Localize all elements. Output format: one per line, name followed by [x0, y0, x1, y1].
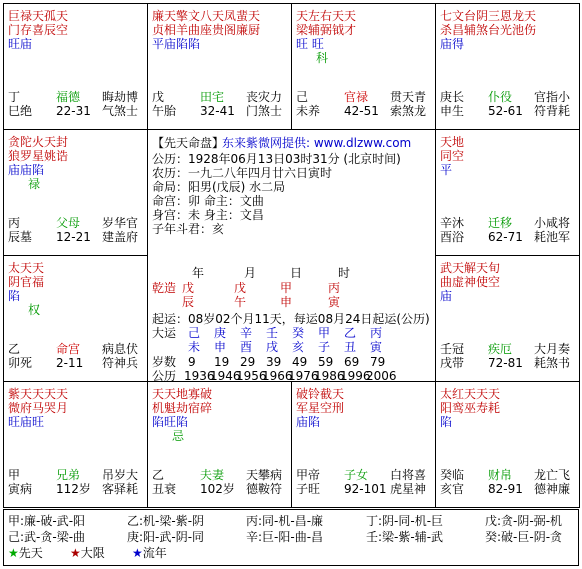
star-text: 阴官福	[8, 275, 45, 289]
age-range: 102岁	[200, 482, 235, 496]
dayun-label: 大运	[152, 326, 177, 340]
age-range: 72-81	[488, 356, 523, 370]
palace-name: 福德	[56, 90, 81, 104]
star-text: 太天天	[8, 261, 45, 275]
legend-geng: 庚:阳-武-阴-同	[127, 530, 205, 544]
palace-name: 仆役	[488, 90, 513, 104]
star-text: 忌	[172, 429, 185, 443]
legend-ren: 壬:梁-紫-辅-武	[366, 530, 444, 544]
star-text: 陷	[440, 415, 453, 429]
branch-state: 亥官	[440, 482, 465, 496]
gongli-year: 1976	[288, 369, 319, 382]
dayun-stem: 丙	[370, 326, 383, 340]
star-text: 庙庙陷	[8, 163, 45, 177]
palace-命宫	[3, 255, 148, 382]
info-line: 子年斗君：亥	[152, 222, 225, 236]
gongli-year: 1986	[314, 369, 345, 382]
chart-header: 【先天命盘】	[152, 136, 225, 150]
dayun-stem: 辛	[240, 326, 253, 340]
branch-state: 卯死	[8, 356, 33, 370]
god-stars-2: 耗池军	[534, 230, 571, 244]
site-credit: 东来紫微网提供: www.dlzww.com	[222, 136, 412, 150]
star-text: 科	[316, 51, 329, 65]
star-text: 破铃截天	[296, 387, 345, 401]
god-stars-1: 龙亡飞	[534, 468, 571, 482]
god-stars-2: 索煞龙	[390, 104, 427, 118]
god-stars-1: 贯天青	[390, 90, 427, 104]
star-text: 旺庙	[8, 37, 33, 51]
god-stars-1: 晦劫博	[102, 90, 139, 104]
star-text: 天左右天天	[296, 9, 357, 23]
star-text: 旺 旺	[296, 37, 324, 51]
god-stars-2: 虎星神	[390, 482, 427, 496]
legend-mark-liunian	[132, 546, 167, 560]
suishu-value: 49	[292, 355, 308, 369]
star-text: 天地	[440, 135, 465, 149]
god-stars-1: 病息伏	[102, 342, 139, 356]
star-text: 狼罗星姚诰	[8, 149, 69, 163]
palace-name: 田宅	[200, 90, 225, 104]
palace-name: 迁移	[488, 216, 513, 230]
info-line: 命局：阳男(戊辰) 水二局	[152, 180, 286, 194]
palace-name: 疾厄	[488, 342, 513, 356]
legend-jia: 甲:廉-破-武-阳	[8, 514, 86, 528]
god-stars-1: 吊岁大	[102, 468, 139, 482]
god-stars-1: 官指小	[534, 90, 571, 104]
palace-疾厄	[435, 255, 580, 382]
age-range: 32-41	[200, 104, 235, 118]
palace-name: 兄弟	[56, 468, 81, 482]
branch-state: 辰墓	[8, 230, 33, 244]
god-stars-1: 白将喜	[390, 468, 427, 482]
mark-label: 先天	[18, 546, 43, 560]
star-text: 阳鸾巫寿耗	[440, 401, 501, 415]
stem: 乙	[152, 468, 165, 482]
age-range: 92-101	[344, 482, 387, 496]
qianzao-label: 乾造	[152, 281, 177, 295]
palace-官禄	[291, 3, 436, 130]
dayun-stem: 癸	[292, 326, 305, 340]
god-stars-1: 大月奏	[534, 342, 571, 356]
god-stars-2: 符神兵	[102, 356, 139, 370]
age-range: 52-61	[488, 104, 523, 118]
palace-田宅	[147, 3, 292, 130]
info-line: 农历：一九二八年四月廿六日寅时	[152, 166, 333, 180]
suishu-label: 岁数	[152, 355, 177, 369]
star-text: 庙陷	[296, 415, 321, 429]
palace-name: 官禄	[344, 90, 369, 104]
god-stars-2: 德鞍符	[246, 482, 283, 496]
dayun-stem: 己	[188, 326, 201, 340]
dayun-branch: 未	[188, 340, 201, 354]
mark-label: 大限	[80, 546, 105, 560]
palace-name: 子女	[344, 468, 369, 482]
branch-state: 酉浴	[440, 230, 465, 244]
dayun-branch: 亥	[292, 340, 305, 354]
star-text: 廉天擎文八天凤蜚天	[152, 9, 261, 23]
stem: 己	[296, 90, 309, 104]
palace-迁移	[435, 129, 580, 256]
star-text: 太红天天天	[440, 387, 501, 401]
branch-state: 丑衰	[152, 482, 177, 496]
gongli-label: 公历	[152, 369, 177, 382]
bazi-stem: 甲	[280, 281, 293, 295]
stem: 丁	[8, 90, 21, 104]
branch-state: 戌带	[440, 356, 465, 370]
legend-yi: 乙:机-梁-紫-阴	[127, 514, 205, 528]
branch-state: 巳绝	[8, 104, 33, 118]
bazi-head: 时	[338, 266, 351, 280]
gongli-year: 1936	[184, 369, 215, 382]
bazi-branch: 寅	[328, 295, 341, 309]
palace-夫妻	[147, 381, 292, 508]
legend-ding: 丁:阴-同-机-巨	[366, 514, 444, 528]
star-text: 天天地寡破	[152, 387, 213, 401]
star-text: 禄	[28, 177, 41, 191]
suishu-value: 59	[318, 355, 334, 369]
god-stars-2: 门煞士	[246, 104, 283, 118]
star-text: 同空	[440, 149, 465, 163]
suishu-value: 19	[214, 355, 230, 369]
info-line: 命宫：卯 命主：文曲	[152, 194, 264, 208]
age-range: 42-51	[344, 104, 379, 118]
palace-兄弟	[3, 381, 148, 508]
bazi-branch: 辰	[182, 295, 195, 309]
palace-name: 夫妻	[200, 468, 225, 482]
info-line: 身宫：未 身主：文昌	[152, 208, 264, 222]
star-text: 武天解天旬	[440, 261, 501, 275]
info-line: 公历：1928年06月13日03时31分 (北京时间)	[152, 152, 401, 166]
legend-ji: 己:武-贪-梁-曲	[8, 530, 86, 544]
star-text: 曲虚神使空	[440, 275, 501, 289]
dayun-stem: 壬	[266, 326, 279, 340]
god-stars-2: 客驿耗	[102, 482, 139, 496]
palace-仆役	[435, 3, 580, 130]
star-text: 平庙陷陷	[152, 37, 201, 51]
age-range: 112岁	[56, 482, 91, 496]
legend-mark-xiantian	[8, 546, 43, 560]
legend-mark-daxian	[70, 546, 105, 560]
god-stars-2: 德神廉	[534, 482, 571, 496]
dayun-stem: 甲	[318, 326, 331, 340]
suishu-value: 79	[370, 355, 386, 369]
age-range: 62-71	[488, 230, 523, 244]
dayun-branch: 子	[318, 340, 331, 354]
god-stars-2: 气煞士	[102, 104, 139, 118]
stem: 壬冠	[440, 342, 465, 356]
branch-state: 未养	[296, 104, 321, 118]
star-text: 陷旺陷	[152, 415, 189, 429]
star-text: 梁辅弼钺才	[296, 23, 357, 37]
bazi-stem: 戊	[182, 281, 195, 295]
bazi-head: 年	[192, 266, 205, 280]
star-text: 庙得	[440, 37, 465, 51]
star-text: 旺庙旺	[8, 415, 45, 429]
legend-xin: 辛:巨-阳-曲-昌	[246, 530, 324, 544]
stem: 癸临	[440, 468, 465, 482]
star-text: 权	[28, 303, 41, 317]
palace-福德	[3, 3, 148, 130]
suishu-value: 69	[344, 355, 360, 369]
palace-name: 财帛	[488, 468, 513, 482]
palace-父母	[3, 129, 148, 256]
god-stars-2: 符背耗	[534, 104, 571, 118]
gongli-year: 1966	[262, 369, 293, 382]
dayun-branch: 丑	[344, 340, 357, 354]
bazi-head: 月	[244, 266, 257, 280]
branch-state: 申生	[440, 104, 465, 118]
gongli-year: 2006	[366, 369, 397, 382]
suishu-value: 39	[266, 355, 282, 369]
star-text: 紫天天天天	[8, 387, 69, 401]
god-stars-2: 耗煞书	[534, 356, 571, 370]
branch-state: 寅病	[8, 482, 33, 496]
dayun-stem: 庚	[214, 326, 227, 340]
god-stars-1: 丧灾力	[246, 90, 283, 104]
gongli-year: 1996	[340, 369, 371, 382]
palace-name: 父母	[56, 216, 81, 230]
stem: 甲	[8, 468, 21, 482]
age-range: 82-91	[488, 482, 523, 496]
star-text: 贪陀火天封	[8, 135, 69, 149]
stem: 丙	[8, 216, 21, 230]
god-stars-1: 小咸将	[534, 216, 571, 230]
gongli-year: 1946	[210, 369, 241, 382]
suishu-value: 9	[188, 355, 196, 369]
god-stars-2: 建盖府	[102, 230, 139, 244]
dayun-branch: 申	[214, 340, 227, 354]
star-text: 平	[440, 163, 453, 177]
god-stars-1: 天攀病	[246, 468, 283, 482]
branch-state: 子旺	[296, 482, 321, 496]
age-range: 22-31	[56, 104, 91, 118]
star-text: 杀昌辅煞台光池伤	[440, 23, 537, 37]
branch-state: 午胎	[152, 104, 177, 118]
star-text: 巨禄天孤天	[8, 9, 69, 23]
stem: 庚长	[440, 90, 465, 104]
star-icon: ★	[132, 546, 143, 560]
star-text: 军星空刑	[296, 401, 345, 415]
legend-gui: 癸:破-巨-阴-贪	[485, 530, 563, 544]
dayun-branch: 酉	[240, 340, 253, 354]
legend-wu: 戊:贪-阴-弼-机	[485, 514, 563, 528]
bazi-stem: 丙	[328, 281, 341, 295]
star-text: 庙	[440, 289, 453, 303]
dayun-branch: 寅	[370, 340, 383, 354]
star-icon: ★	[8, 546, 19, 560]
star-text: 微府马哭月	[8, 401, 69, 415]
star-text: 陷	[8, 289, 21, 303]
ziwei-chart	[3, 3, 579, 507]
bazi-head: 日	[290, 266, 303, 280]
bazi-branch: 申	[280, 295, 293, 309]
stem: 乙	[8, 342, 21, 356]
gongli-year: 1956	[236, 369, 267, 382]
star-text: 门存喜辰空	[8, 23, 69, 37]
bazi-branch: 午	[234, 295, 247, 309]
god-stars-1: 岁华官	[102, 216, 139, 230]
legend-bing: 丙:同-机-昌-廉	[246, 514, 324, 528]
bazi-stem: 戊	[234, 281, 247, 295]
stem: 戊	[152, 90, 165, 104]
star-text: 七文台阴三恩龙天	[440, 9, 537, 23]
palace-子女	[291, 381, 436, 508]
qiyun-line: 起运：08岁02个月11天，每运08月24日起运(公历)	[152, 312, 430, 326]
palace-name: 命宫	[56, 342, 81, 356]
dayun-branch: 戌	[266, 340, 279, 354]
suishu-value: 29	[240, 355, 256, 369]
star-text: 机魁劫宿碎	[152, 401, 213, 415]
stem: 辛沐	[440, 216, 465, 230]
mark-label: 流年	[142, 546, 167, 560]
age-range: 12-21	[56, 230, 91, 244]
palace-财帛	[435, 381, 580, 508]
center-panel	[147, 129, 436, 382]
age-range: 2-11	[56, 356, 84, 370]
star-text: 贞相羊曲座贵阁廉厨	[152, 23, 261, 37]
star-icon: ★	[70, 546, 81, 560]
dayun-stem: 乙	[344, 326, 357, 340]
stem: 甲帝	[296, 468, 321, 482]
sihua-legend	[3, 509, 579, 566]
